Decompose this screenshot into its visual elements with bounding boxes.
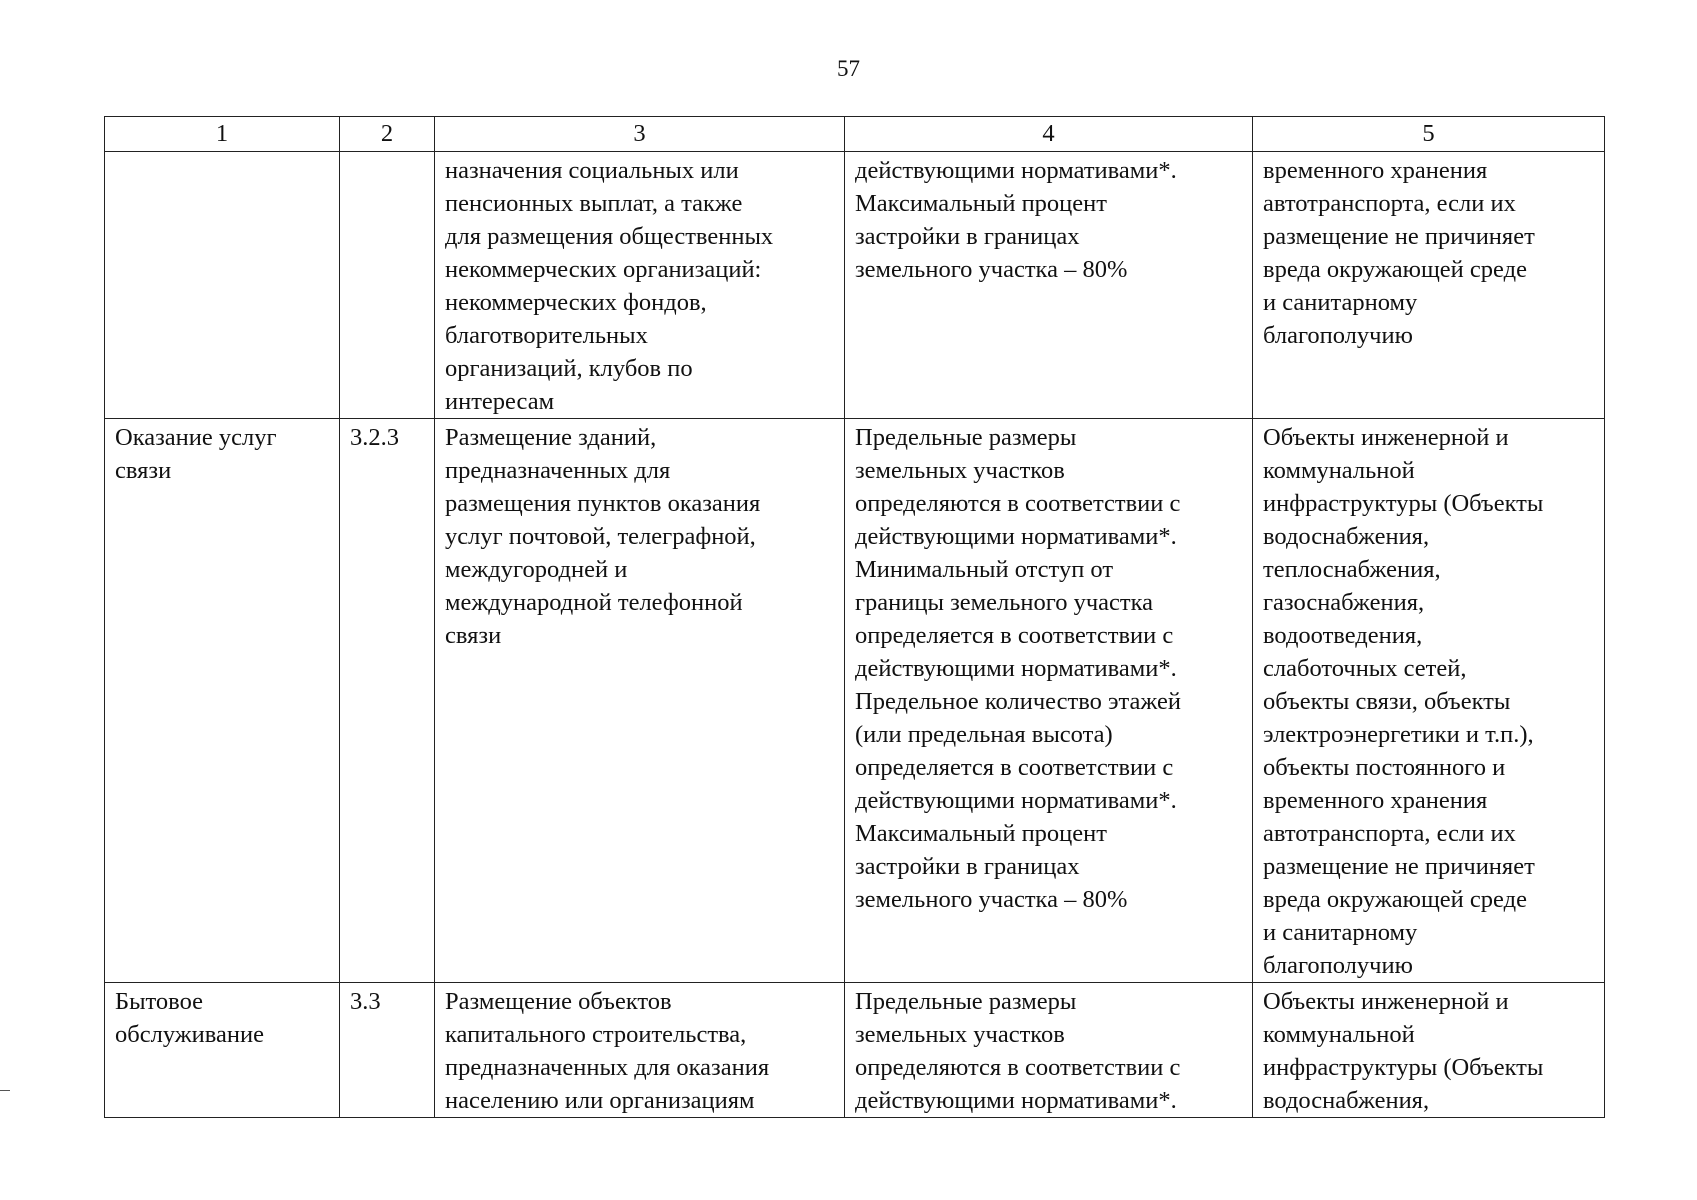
cell-use-description: Размещение зданий, предназначенных для размещения пунктов оказания услуг почтовой, телеграфной, междугородней и международной телефонной связи bbox=[435, 419, 845, 983]
header-row bbox=[105, 117, 1605, 152]
cell-use-parameters: Предельные размеры земельных участков определяются в соответствии с действующими нормативами*. Минимальный отступ от границы земельного участка определяется в соответствии с действующими нормативами*. Предельное количество этажей (или предельная высота) определяется в соответствии с действующими нормативами*. Максимальный процент застройки в границах земельного участка – 80% bbox=[845, 419, 1253, 983]
cell-use-name bbox=[105, 152, 340, 419]
cell-use-parameters: действующими нормативами*. Максимальный процент застройки в границах земельного участка – 80% bbox=[845, 152, 1253, 419]
cell-use-code bbox=[340, 152, 435, 419]
cell-use-description: назначения социальных или пенсионных выплат, а также для размещения общественных некоммерческих организаций: некоммерческих фондов, благотворительных организаций, клубов по интересам bbox=[435, 152, 845, 419]
zoning-table bbox=[104, 116, 1605, 1118]
table-header bbox=[105, 117, 1605, 152]
cell-auxiliary-uses: Объекты инженерной и коммунальной инфраструктуры (Объекты водоснабжения, теплоснабжения, газоснабжения, водоотведения, слаботочных сетей, объекты связи, объекты электроэнергетики и т.п.), объекты постоянного и временного хранения автотранспорта, если их размещение не причиняет вреда окружающей среде и санитарному благополучию bbox=[1253, 419, 1605, 983]
table-row bbox=[105, 983, 1605, 1118]
table-row bbox=[105, 419, 1605, 983]
table-row bbox=[105, 152, 1605, 419]
cell-use-code: 3.3 bbox=[340, 983, 435, 1118]
cell-use-code: 3.2.3 bbox=[340, 419, 435, 983]
header-col-5: 5 bbox=[1253, 117, 1605, 152]
header-col-4: 4 bbox=[845, 117, 1253, 152]
scan-margin-mark bbox=[0, 1090, 10, 1091]
header-col-1: 1 bbox=[105, 117, 340, 152]
cell-use-name: Бытовое обслуживание bbox=[105, 983, 340, 1118]
page-number: 57 bbox=[837, 56, 860, 81]
cell-use-name: Оказание услуг связи bbox=[105, 419, 340, 983]
header-col-2: 2 bbox=[340, 117, 435, 152]
cell-auxiliary-uses: временного хранения автотранспорта, если их размещение не причиняет вреда окружающей среде и санитарному благополучию bbox=[1253, 152, 1605, 419]
header-col-3: 3 bbox=[435, 117, 845, 152]
cell-use-description: Размещение объектов капитального строительства, предназначенных для оказания населению или организациям bbox=[435, 983, 845, 1118]
cell-auxiliary-uses: Объекты инженерной и коммунальной инфраструктуры (Объекты водоснабжения, bbox=[1253, 983, 1605, 1118]
cell-use-parameters: Предельные размеры земельных участков определяются в соответствии с действующими нормативами*. bbox=[845, 983, 1253, 1118]
